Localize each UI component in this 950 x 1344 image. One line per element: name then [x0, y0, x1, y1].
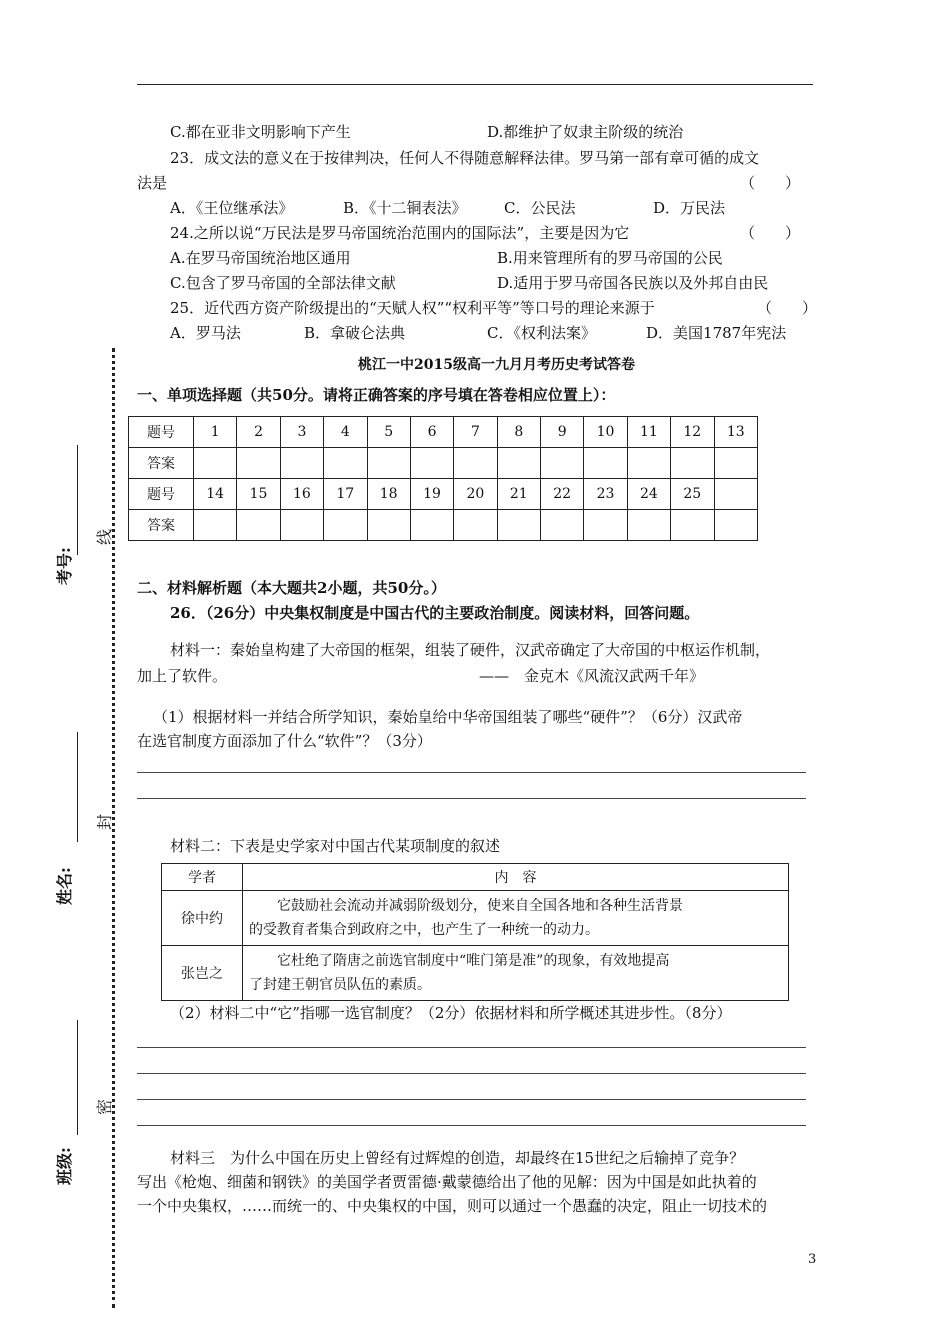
- answer-sheet-title: 桃江一中2015级高一九月月考历史考试答卷: [358, 357, 635, 373]
- q25-option-c: C．《权利法案》: [487, 324, 596, 342]
- q25-option-a: A．罗马法: [170, 324, 241, 342]
- answer-cell[interactable]: [454, 510, 497, 541]
- answer-cell[interactable]: [584, 448, 627, 479]
- question-number: 3: [280, 417, 323, 448]
- answer-cell[interactable]: [367, 448, 410, 479]
- answer-cell[interactable]: [237, 510, 280, 541]
- answer-cell[interactable]: [194, 448, 237, 479]
- answer-cell[interactable]: [714, 448, 758, 479]
- sub1-line1: （1）根据材料一并结合所学知识，秦始皇给中华帝国组装了哪些“硬件”？（6分）汉武帝: [153, 708, 743, 726]
- label-xingming: 姓名:: [55, 867, 74, 905]
- content-line: 它杜绝了隋唐之前选官制度中“唯门第是准”的现象，有效地提高: [277, 953, 670, 969]
- answer-cell[interactable]: [324, 510, 367, 541]
- content-line: 的受教育者集合到政府之中，也产生了一种统一的动力。: [249, 922, 599, 938]
- answer-grid-row: [129, 448, 758, 479]
- content-line: 它鼓励社会流动并减弱阶级划分，使来自全国各地和各种生活背景: [277, 898, 683, 914]
- sub1-line2: 在选官制度方面添加了什么“软件”？（3分）: [137, 732, 432, 750]
- question-number: 24: [627, 479, 670, 510]
- material2-intro: 材料二：下表是史学家对中国古代某项制度的叙述: [170, 837, 501, 855]
- field-banji[interactable]: [77, 1020, 78, 1135]
- question-number: 9: [541, 417, 584, 448]
- answer-grid-row: [129, 510, 758, 541]
- question-number: 25: [671, 479, 714, 510]
- question-number: 21: [497, 479, 540, 510]
- material1-line2: 加上了软件。: [137, 667, 228, 685]
- top-rule: [137, 84, 813, 85]
- answer-cell[interactable]: [541, 510, 584, 541]
- answer-cell[interactable]: [410, 448, 453, 479]
- answer-cell[interactable]: [541, 448, 584, 479]
- q23-paren: （ ）: [740, 174, 801, 192]
- q24-option-c: C.包含了罗马帝国的全部法律文献: [170, 274, 396, 292]
- question-number: [714, 479, 758, 510]
- question-number: 5: [367, 417, 410, 448]
- header-content: 内 容: [243, 864, 789, 891]
- question-number: 10: [584, 417, 627, 448]
- sub2: （2）材料二中“它”指哪一选官制度？（2分）依据材料和所学概述其进步性。（8分）: [170, 1004, 732, 1022]
- row-label-answer: 答案: [129, 448, 194, 479]
- section2-heading: 二、材料解析题（本大题共2小题，共50分。）: [137, 579, 446, 597]
- answer-cell[interactable]: [410, 510, 453, 541]
- answer-line[interactable]: [137, 772, 806, 773]
- answer-cell[interactable]: [367, 510, 410, 541]
- answer-cell[interactable]: [497, 510, 540, 541]
- answer-cell[interactable]: [671, 510, 714, 541]
- answer-cell[interactable]: [584, 510, 627, 541]
- margin-mark-xian: 线: [95, 528, 114, 545]
- answer-cell: [714, 510, 758, 541]
- answer-cell[interactable]: [454, 448, 497, 479]
- answer-line[interactable]: [137, 1099, 806, 1100]
- content-line: 了封建王朝官员队伍的素质。: [249, 977, 431, 993]
- q26-title: 26．（26分）中央集权制度是中国古代的主要政治制度。阅读材料，回答问题。: [170, 604, 700, 622]
- q23-option-a: A．《王位继承法》: [170, 199, 294, 217]
- material2-row: [162, 946, 789, 1001]
- answer-grid: [128, 416, 758, 541]
- margin-mark-feng: 封: [95, 813, 114, 830]
- question-number: 12: [671, 417, 714, 448]
- q24-paren: （ ）: [740, 224, 801, 242]
- q22-option-d: D.都维护了奴隶主阶级的统治: [487, 123, 684, 141]
- q25-option-b: B．拿破仑法典: [304, 324, 406, 342]
- answer-cell[interactable]: [324, 448, 367, 479]
- answer-cell[interactable]: [671, 448, 714, 479]
- answer-line[interactable]: [137, 1125, 806, 1126]
- question-number: 16: [280, 479, 323, 510]
- row-label-answer: 答案: [129, 510, 194, 541]
- answer-grid-row: [129, 417, 758, 448]
- question-number: 19: [410, 479, 453, 510]
- question-number: 4: [324, 417, 367, 448]
- question-number: 14: [194, 479, 237, 510]
- question-number: 20: [454, 479, 497, 510]
- question-number: 6: [410, 417, 453, 448]
- answer-line[interactable]: [137, 1073, 806, 1074]
- material2-header-row: [162, 864, 789, 891]
- material3-line3: 一个中央集权，……而统一的、中央集权的中国，则可以通过一个愚蠢的决定，阻止一切技术的: [137, 1197, 768, 1215]
- scholar-name: 徐中约: [162, 891, 243, 946]
- margin-mark-mi: 密: [95, 1098, 114, 1115]
- q24-stem: 24.之所以说“万民法是罗马帝国统治范围内的国际法”，主要是因为它: [170, 224, 630, 242]
- field-kaohao[interactable]: [77, 445, 78, 555]
- answer-cell[interactable]: [627, 510, 670, 541]
- row-label-number: 题号: [129, 479, 194, 510]
- question-number: 17: [324, 479, 367, 510]
- field-xingming[interactable]: [77, 732, 78, 842]
- label-kaohao: 考号:: [55, 547, 74, 585]
- question-number: 15: [237, 479, 280, 510]
- answer-line[interactable]: [137, 798, 806, 799]
- q25-stem: 25．近代西方资产阶级提出的“天赋人权”“权利平等”等口号的理论来源于: [170, 299, 655, 317]
- q24-option-b: B.用来管理所有的罗马帝国的公民: [497, 249, 723, 267]
- question-number: 18: [367, 479, 410, 510]
- question-number: 23: [584, 479, 627, 510]
- q23-stem-line2: 法是: [137, 174, 168, 192]
- q23-stem-line1: 23．成文法的意义在于按律判决，任何人不得随意解释法律。罗马第一部有章可循的成文: [170, 149, 760, 167]
- question-number: 8: [497, 417, 540, 448]
- material3-line2: 写出《枪炮、细菌和钢铁》的美国学者贾雷德·戴蒙德给出了他的见解：因为中国是如此执着的: [137, 1173, 757, 1191]
- scholar-content: [243, 946, 789, 1001]
- material1-source: —— 金克木《风流汉武两千年》: [479, 667, 705, 685]
- material1-line1: 材料一：秦始皇构建了大帝国的框架，组装了硬件，汉武帝确定了大帝国的中枢运作机制，: [170, 641, 771, 659]
- scholar-content: [243, 891, 789, 946]
- question-number: 13: [714, 417, 758, 448]
- question-number: 11: [627, 417, 670, 448]
- material2-table: [161, 863, 789, 1001]
- answer-cell[interactable]: [627, 448, 670, 479]
- question-number: 2: [237, 417, 280, 448]
- answer-cell[interactable]: [194, 510, 237, 541]
- label-banji: 班级:: [55, 1147, 74, 1185]
- answer-grid-row: [129, 479, 758, 510]
- answer-cell[interactable]: [280, 448, 323, 479]
- q25-paren: （ ）: [757, 299, 818, 317]
- q23-option-d: D．万民法: [653, 199, 726, 217]
- q23-option-c: C．公民法: [504, 199, 576, 217]
- answer-cell[interactable]: [497, 448, 540, 479]
- answer-cell[interactable]: [237, 448, 280, 479]
- material3-line1: 材料三 为什么中国在历史上曾经有过辉煌的创造，却最终在15世纪之后输掉了竞争？: [170, 1149, 745, 1167]
- header-scholar: 学者: [162, 864, 243, 891]
- answer-cell[interactable]: [280, 510, 323, 541]
- section1-heading: 一、单项选择题（共50分。请将正确答案的序号填在答卷相应位置上）：: [137, 386, 616, 404]
- scholar-name: 张岂之: [162, 946, 243, 1001]
- q25-option-d: D．美国1787年宪法: [646, 324, 787, 342]
- question-number: 7: [454, 417, 497, 448]
- material2-row: [162, 891, 789, 946]
- q24-option-a: A.在罗马帝国统治地区通用: [170, 249, 351, 267]
- q22-option-c: C.都在亚非文明影响下产生: [170, 123, 351, 141]
- question-number: 1: [194, 417, 237, 448]
- answer-line[interactable]: [137, 1047, 806, 1048]
- page-number: 3: [808, 1252, 817, 1267]
- q23-option-b: B．《十二铜表法》: [343, 199, 467, 217]
- question-number: 22: [541, 479, 584, 510]
- q24-option-d: D.适用于罗马帝国各民族以及外邦自由民: [497, 274, 769, 292]
- row-label-number: 题号: [129, 417, 194, 448]
